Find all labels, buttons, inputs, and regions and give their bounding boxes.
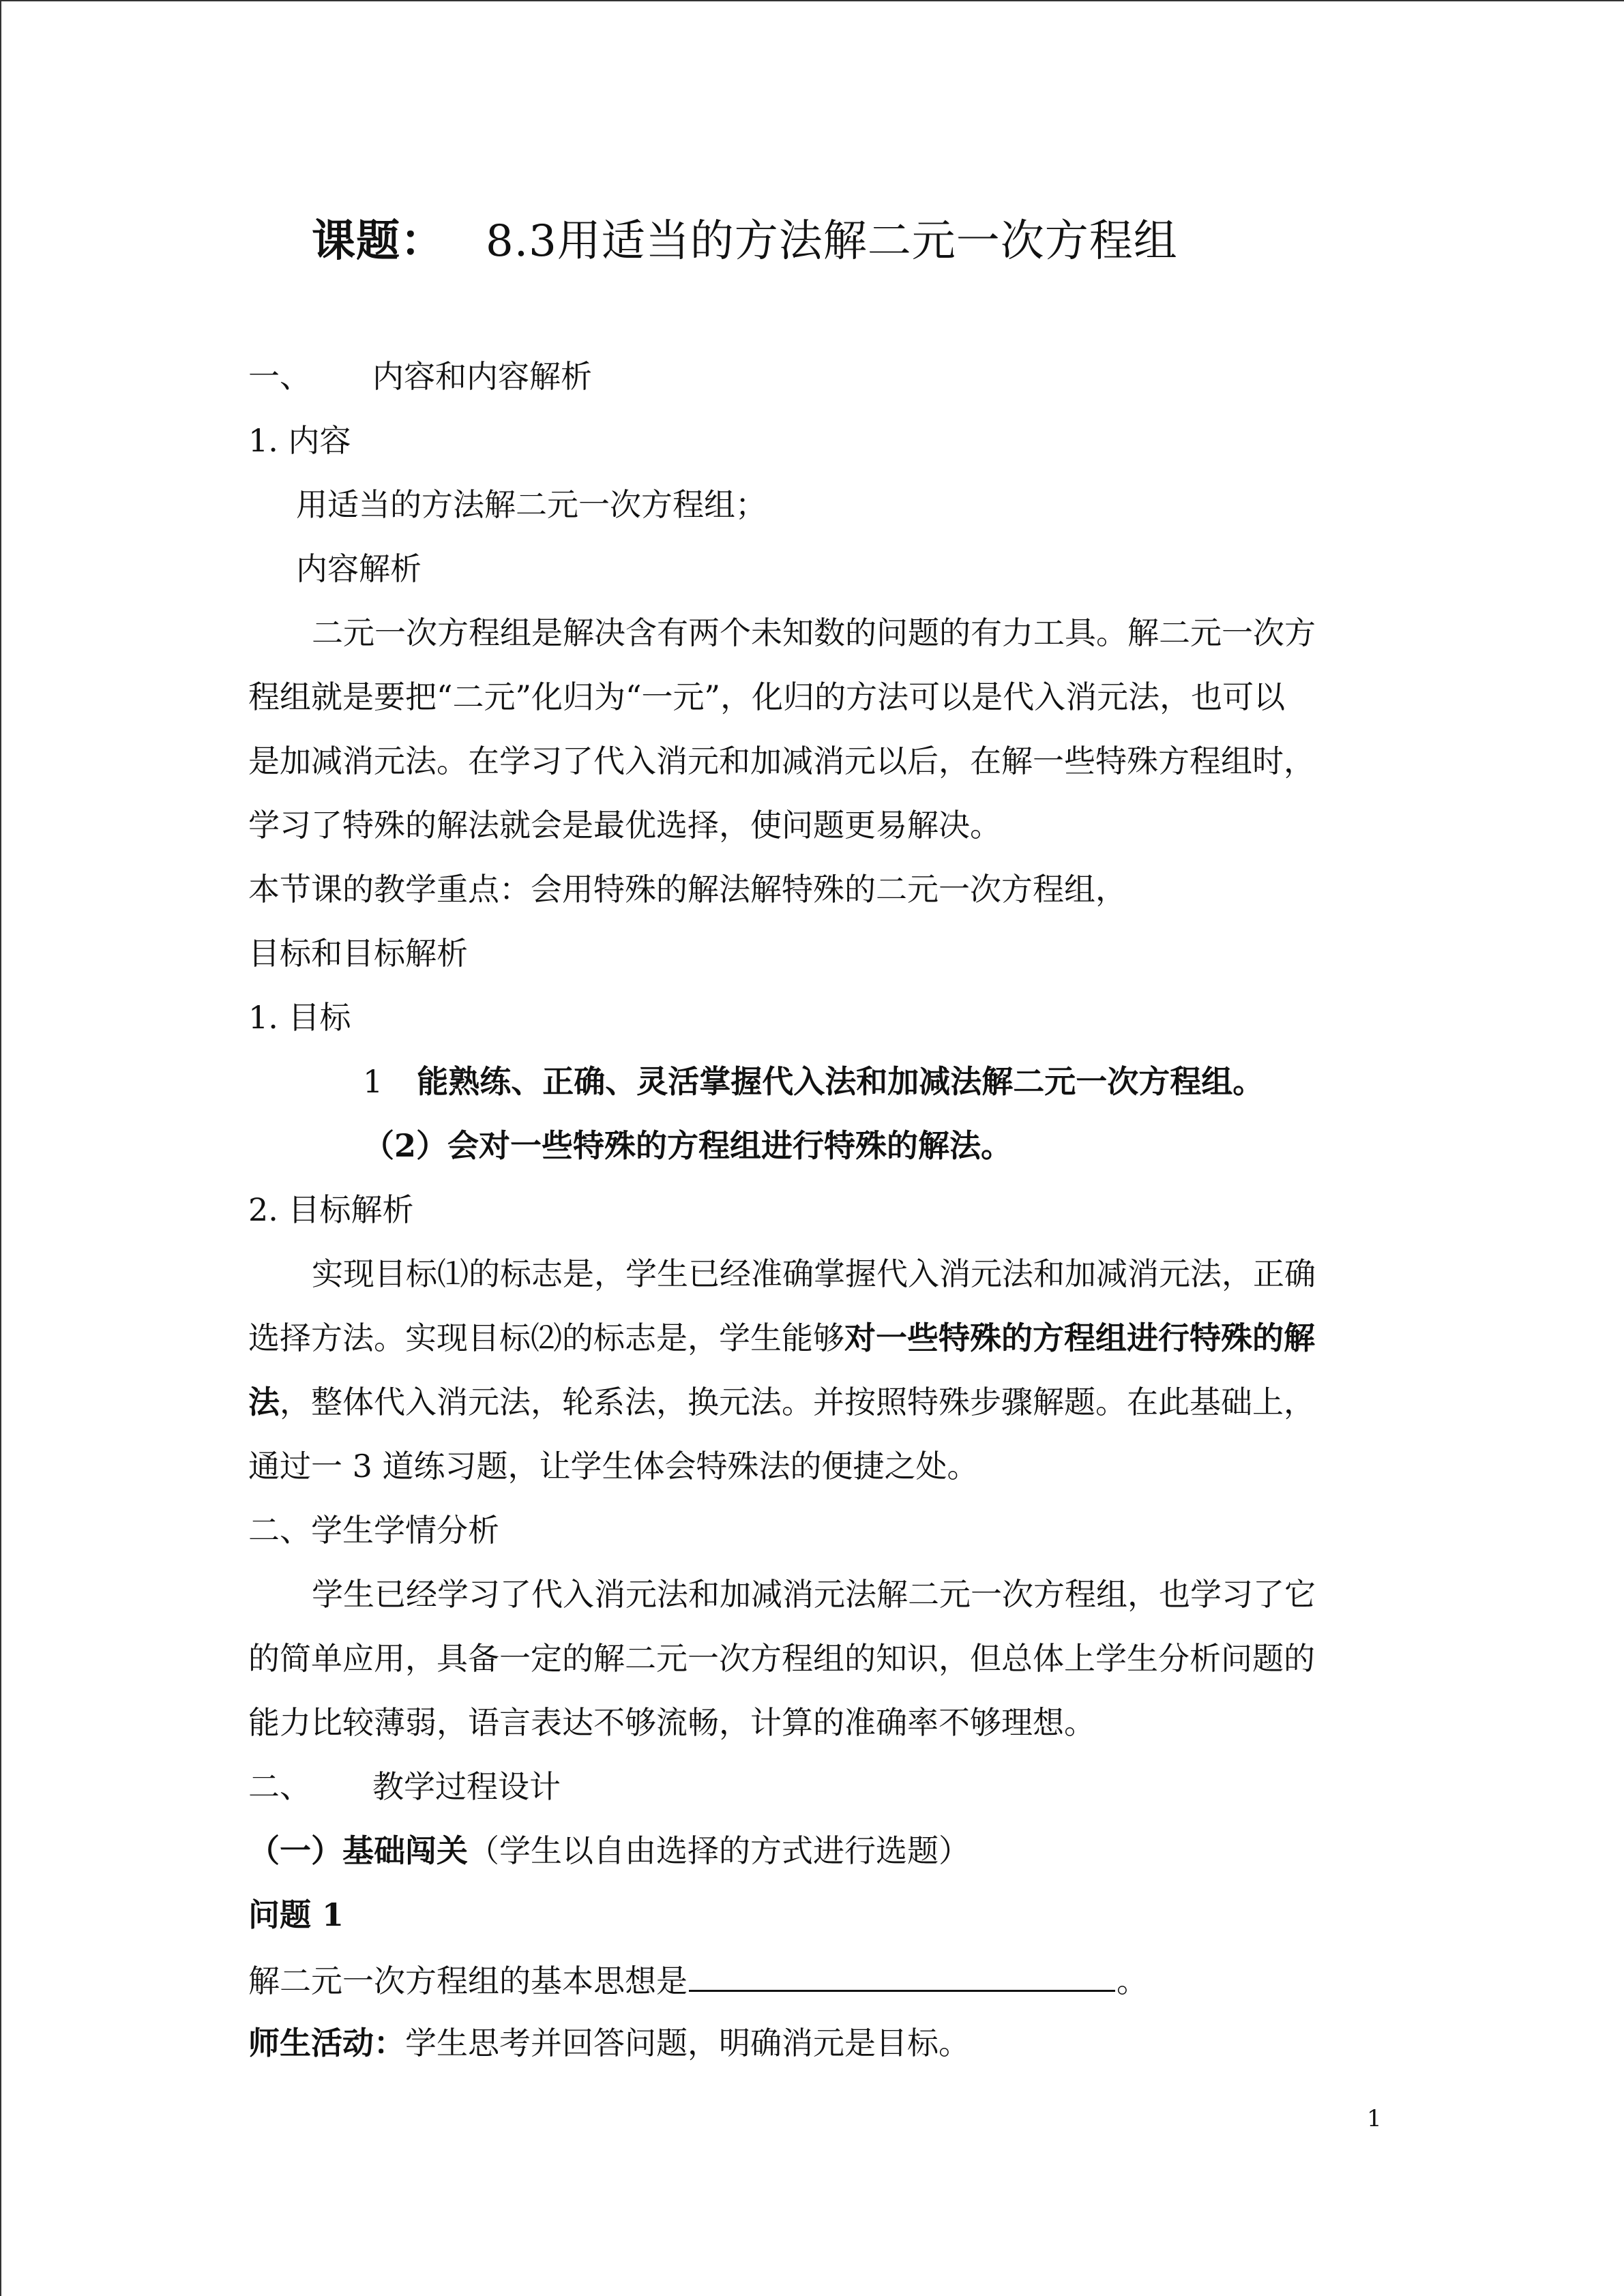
section-2-heading: 二、学生学情分析 [248, 1512, 499, 1549]
section-1-number: 一、 [248, 358, 311, 395]
text-run: ，整体代入消元法，轮系法，换元法。并按照特殊步骤解题。在此基础上， [280, 1384, 1315, 1420]
answer-blank[interactable] [689, 1960, 1115, 1992]
section-3-title: 教学过程设计 [372, 1768, 561, 1805]
part-1-heading [248, 1832, 970, 1870]
page-number: 1 [1367, 2105, 1382, 2132]
content-heading: 1. 内容 [248, 422, 351, 459]
paragraph-line: 实现目标⑴的标志是，学生已经准确掌握代入消元法和加减消元法，正确 [312, 1255, 1316, 1292]
bold-text-run: 对一些特殊的方程组进行特殊的解 [844, 1320, 1315, 1356]
content-body: 用适当的方法解二元一次方程组； [296, 486, 767, 523]
part-1-label: （一）基础闯关 [248, 1832, 468, 1869]
paragraph-line: 能力比较薄弱，语言表达不够流畅，计算的准确率不够理想。 [248, 1704, 1095, 1741]
question-1 [248, 1960, 1148, 2000]
paragraph-line: 学习了特殊的解法就会是最优选择，使问题更易解决。 [248, 807, 1001, 844]
goal-1 [363, 1062, 1264, 1101]
question-1-end: 。 [1117, 1963, 1148, 1999]
paragraph-line: 的简单应用，具备一定的解二元一次方程组的知识，但总体上学生分析问题的 [248, 1640, 1315, 1677]
paragraph-line: 二元一次方程组是解决含有两个未知数的问题的有力工具。解二元一次方 [312, 614, 1316, 651]
section-1-title: 内容和内容解析 [372, 358, 592, 395]
title-text: 8.3用适当的方法解二元一次方程组 [486, 216, 1178, 267]
bold-text-run: 法 [248, 1384, 280, 1420]
key-point: 本节课的教学重点：会用特殊的解法解特殊的二元一次方程组， [248, 871, 1127, 908]
activity-text: 学生思考并回答问题，明确消元是目标。 [405, 2025, 970, 2061]
question-1-text: 解二元一次方程组的基本思想是 [248, 1963, 688, 1999]
activity-label: 师生活动： [248, 2025, 405, 2061]
teacher-student-activity [248, 2024, 970, 2062]
goal-1-text: 能熟练、正确、灵活掌握代入法和加减法解二元一次方程组。 [417, 1063, 1265, 1100]
part-1-note: （学生以自由选择的方式进行选题） [468, 1832, 970, 1869]
question-1-heading: 问题 1 [248, 1896, 344, 1933]
page-title [312, 206, 1178, 269]
paragraph-line: 是加减消元法。在学习了代入消元和加减消元以后，在解一些特殊方程组时， [248, 743, 1315, 779]
goal-1-number: 1 [363, 1063, 383, 1100]
goal-2: （2）会对一些特殊的方程组进行特殊的解法。 [363, 1127, 1013, 1164]
paragraph-line: 程组就是要把“二元”化归为“一元”，化归的方法可以是代入消元法，也可以 [248, 679, 1286, 715]
text-run: 选择方法。实现目标⑵的标志是，学生能够 [248, 1320, 844, 1356]
paragraph-line: 通过一 3 道练习题，让学生体会特殊法的便捷之处。 [248, 1448, 979, 1485]
paragraph-line [248, 1383, 1315, 1421]
section-3-heading [248, 1768, 561, 1806]
content-analysis-heading: 内容解析 [296, 550, 422, 587]
paragraph-line: 学生已经学习了代入消元法和加减消元法解二元一次方程组，也学习了它 [312, 1576, 1316, 1613]
section-3-number: 二、 [248, 1768, 311, 1805]
title-prefix: 课题： [312, 215, 445, 267]
section-1-heading [248, 357, 592, 396]
goals-subheading: 1. 目标 [248, 999, 351, 1036]
paragraph-line [248, 1319, 1315, 1357]
goals-heading: 目标和目标解析 [248, 935, 468, 972]
goal-analysis-heading: 2. 目标解析 [248, 1191, 414, 1228]
